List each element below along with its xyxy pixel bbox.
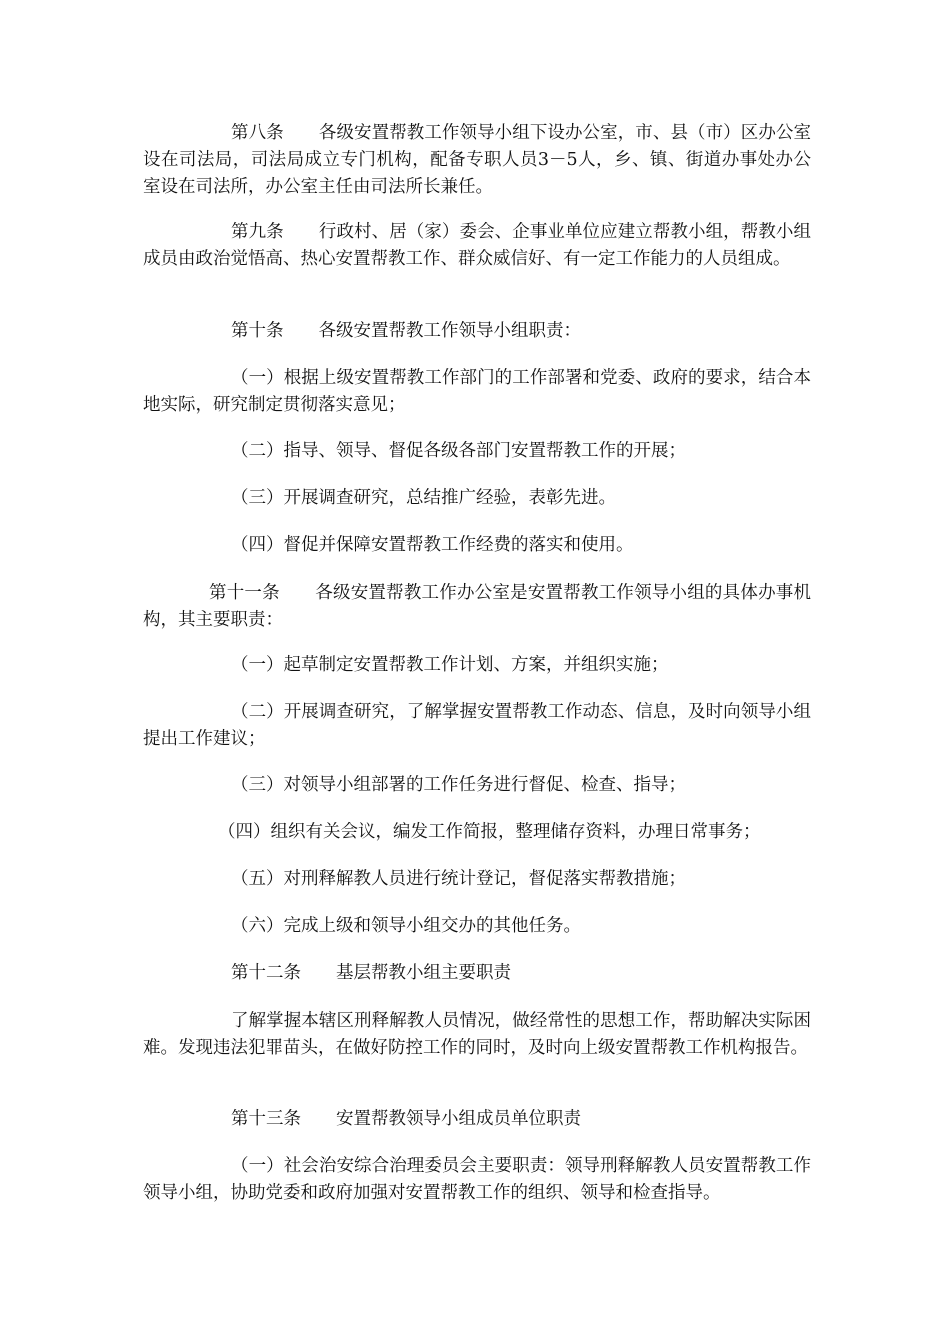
article-13-item-1: （一）社会治安综合治理委员会主要职责：领导刑释解教人员安置帮教工作领导小组，协助党委和政府加强对安置帮教工作的组织、领导和检查指导。 — [143, 1156, 811, 1203]
article-10-item-4: （四）督促并保障安置帮教工作经费的落实和使用。 — [231, 535, 634, 555]
article-12-body: 了解掌握本辖区刑释解教人员情况，做经常性的思想工作，帮助解决实际困难。发现违法犯罪苗头，在做好防控工作的同时，及时向上级安置帮教工作机构报告。 — [143, 1011, 811, 1058]
article-11-item-2: （二）开展调查研究，了解掌握安置帮教工作动态、信息，及时向领导小组提出工作建议； — [143, 702, 811, 749]
article-9: 第九条 行政村、居（家）委会、企事业单位应建立帮教小组，帮教小组成员由政治觉悟高、热心安置帮教工作、群众威信好、有一定工作能力的人员组成。 — [143, 222, 811, 269]
article-10-heading: 第十条 各级安置帮教工作领导小组职责： — [231, 321, 581, 341]
article-8: 第八条 各级安置帮教工作领导小组下设办公室，市、县（市）区办公室设在司法局，司法局成立专门机构，配备专职人员3－5人，乡、镇、街道办事处办公室设在司法所，办公室主任由司法所长兼任。 — [143, 123, 811, 197]
article-10-item-1: （一）根据上级安置帮教工作部门的工作部署和党委、政府的要求，结合本地实际，研究制定贯彻落实意见； — [143, 368, 811, 415]
article-11-item-4: （四）组织有关会议，编发工作简报，整理储存资料，办理日常事务； — [218, 822, 761, 842]
article-11-item-3: （三）对领导小组部署的工作任务进行督促、检查、指导； — [231, 775, 686, 795]
article-10-item-3: （三）开展调查研究，总结推广经验，表彰先进。 — [231, 488, 616, 508]
article-10-item-2: （二）指导、领导、督促各级各部门安置帮教工作的开展； — [231, 441, 686, 461]
article-11-item-6: （六）完成上级和领导小组交办的其他任务。 — [231, 916, 581, 936]
document-page — [143, 0, 811, 1344]
article-11-item-1: （一）起草制定安置帮教工作计划、方案，并组织实施； — [231, 655, 669, 675]
article-11-item-5: （五）对刑释解教人员进行统计登记，督促落实帮教措施； — [231, 869, 686, 889]
article-11: 第十一条 各级安置帮教工作办公室是安置帮教工作领导小组的具体办事机构，其主要职责： — [143, 583, 811, 630]
article-13-heading: 第十三条 安置帮教领导小组成员单位职责 — [231, 1109, 581, 1129]
article-12-heading: 第十二条 基层帮教小组主要职责 — [231, 963, 511, 983]
